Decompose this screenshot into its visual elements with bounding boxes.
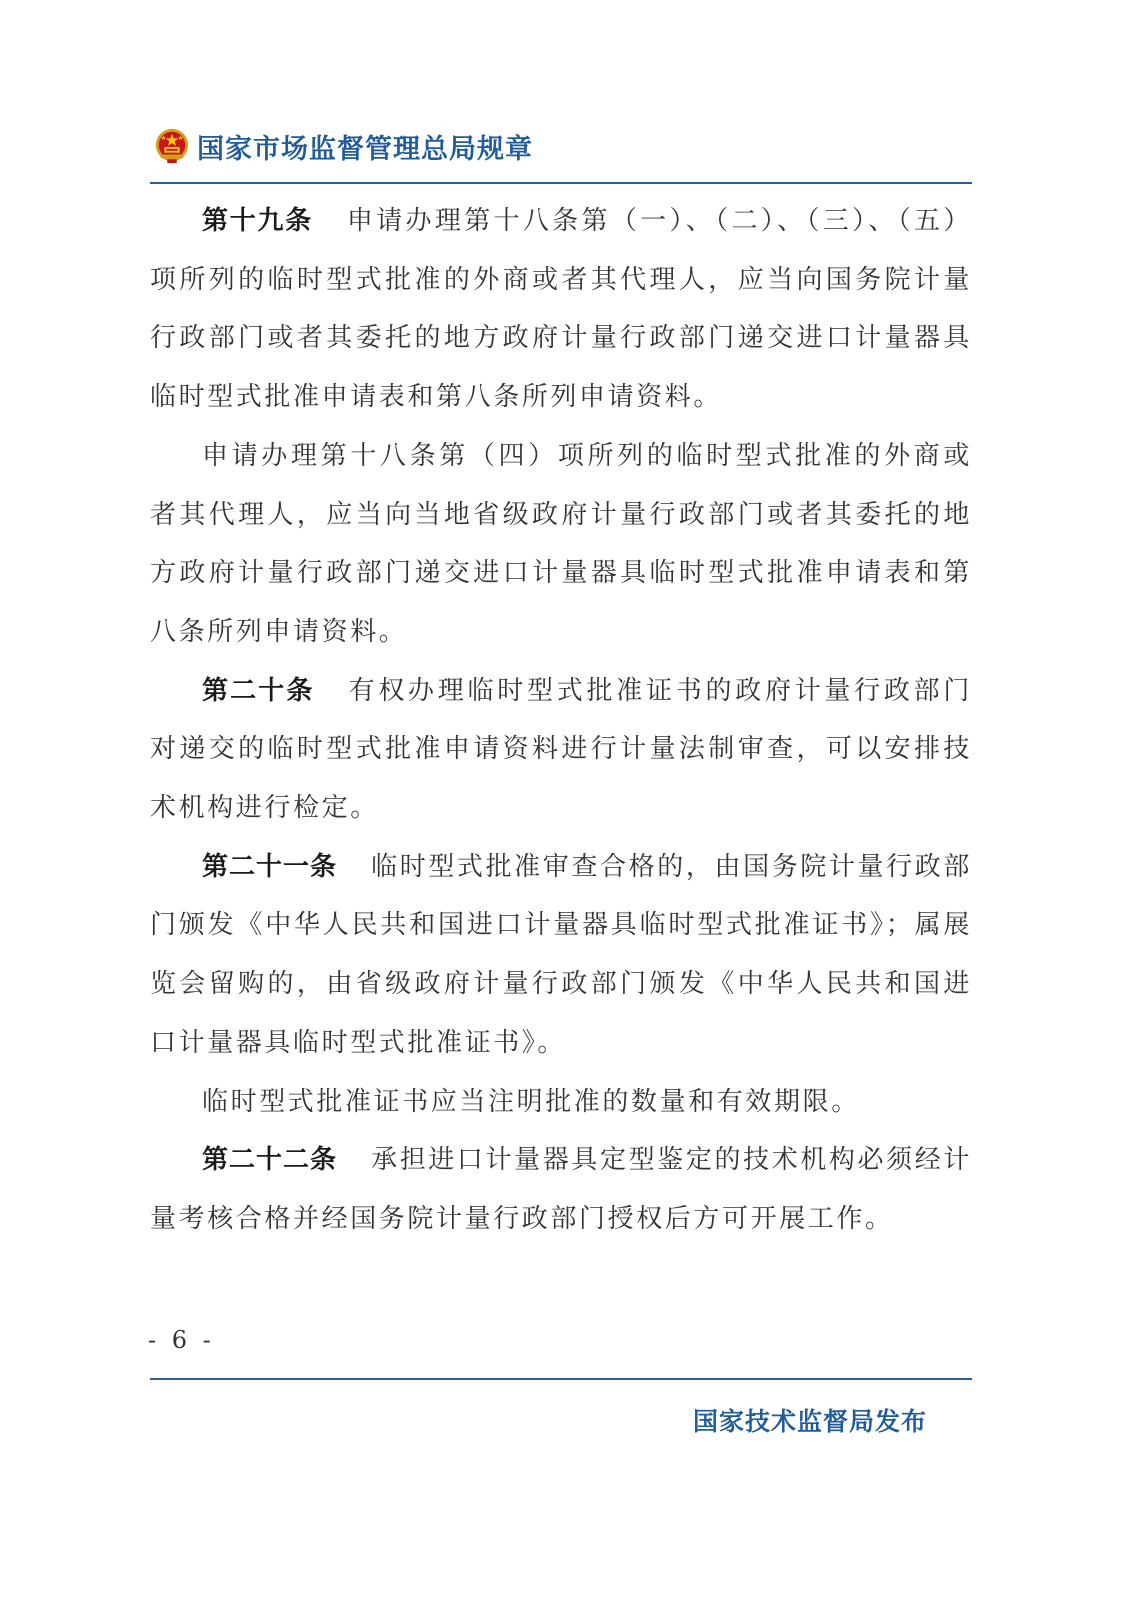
article-label: 第二十条: [202, 675, 315, 706]
article-text: 有权办理临时型式批准证书的政府计量行政部门对递交的临时型式批准申请资料进行计量法制审查，可以安排技术机构进行检定。: [150, 675, 972, 824]
publisher-label: 国家技术监督局发布: [692, 1407, 927, 1436]
article-label: 第二十二条: [202, 1145, 338, 1176]
article-21: [150, 838, 972, 1073]
document-body: [150, 192, 972, 1249]
header-title: 国家市场监督管理总局规章: [197, 133, 533, 165]
article-text: 临时型式批准证书应当注明批准的数量和有效期限。: [202, 1086, 860, 1117]
national-emblem-icon: [153, 127, 191, 165]
article-21-paragraph-2: [150, 1073, 972, 1132]
article-text: 申请办理第十八条第（四）项所列的临时型式批准的外商或者其代理人，应当向当地省级政府计量行政部门或者其委托的地方政府计量行政部门递交进口计量器具临时型式批准申请表和第八条所列申请资料。: [150, 440, 972, 647]
article-label: 第十九条: [202, 206, 313, 236]
article-label: 第二十一条: [202, 851, 338, 882]
article-19-paragraph-2: [150, 427, 972, 662]
article-text: 临时型式批准审查合格的，由国务院计量行政部门颁发《中华人民共和国进口计量器具临时型式批准证书》；属展览会留购的，由省级政府计量行政部门颁发《中华人民共和国进口计量器具临时型式批准证书》。: [150, 851, 972, 1058]
article-20: [150, 662, 972, 838]
article-text: 承担进口计量器具定型鉴定的技术机构必须经计量考核合格并经国务院计量行政部门授权后方可开展工作。: [150, 1145, 972, 1234]
article-text: 申请办理第十八条第（一）、（二）、（三）、（五）项所列的临时型式批准的外商或者其代理人，应当向国务院计量行政部门或者其委托的地方政府计量行政部门递交进口计量器具临时型式批准申请表和第八条所列申请资料。: [150, 206, 972, 413]
footer-divider: [150, 1378, 972, 1380]
article-19: [150, 192, 972, 427]
header-divider: [150, 182, 972, 184]
article-22: [150, 1131, 972, 1248]
page-number: - 6 -: [148, 1326, 215, 1354]
page-header: [153, 124, 533, 168]
